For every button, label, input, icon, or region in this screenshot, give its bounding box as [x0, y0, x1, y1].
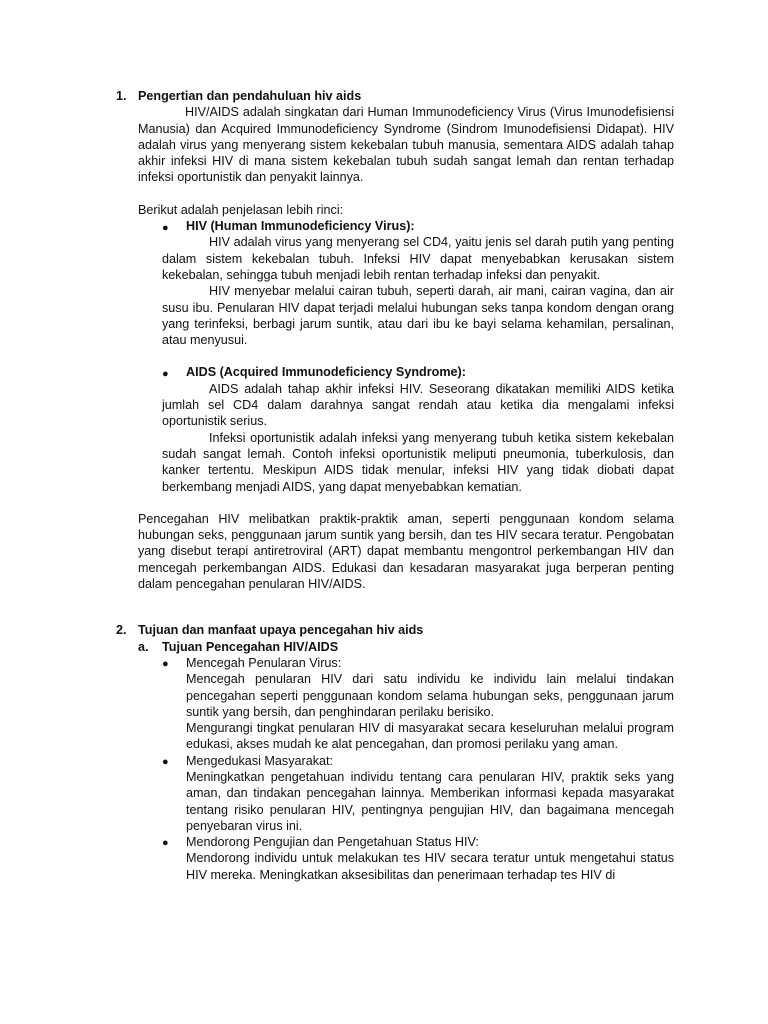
section-2-title: Tujuan dan manfaat upaya pencegahan hiv aids — [138, 623, 424, 638]
list-item — [162, 753, 674, 834]
section-1-intro: HIV/AIDS adalah singkatan dari Human Immunodeficiency Virus (Virus Imunodefisiensi Manusia) dan Acquired Immunodeficiency Syndrome (Sindrom Imunodefisiensi Didapat). HIV adalah virus yang menyerang sistem kekebalan tubuh manusia, sementara AIDS adalah tahap akhir infeksi HIV di mana sistem kekebalan tubuh sudah sangat lemah dan rentan terhadap infeksi oportunistik dan penyakit lainnya. — [138, 105, 674, 185]
section-1-number: 1. — [116, 89, 127, 103]
subsection-a-letter: a. — [138, 639, 149, 654]
bullet-dot-icon: ● — [162, 755, 169, 768]
section-2-number: 2. — [116, 623, 127, 638]
bullet-dot-icon: ● — [162, 657, 169, 670]
section-2-heading — [0, 622, 768, 638]
list-item — [162, 655, 674, 753]
bullet-aids-paragraph-2: Infeksi oportunistik adalah infeksi yang menyerang tubuh ketika sistem kekebalan sudah sangat lemah. Contoh infeksi oportunistik meliputi pneumonia, tuberkulosis, dan kanker tertentu. Meskipun AIDS tidak menular, infeksi HIV yang tidak diobati dapat berkembang menjadi AIDS, yang dapat menyebabkan kematian. — [162, 430, 674, 494]
bullet-hiv-paragraph-1: HIV adalah virus yang menyerang sel CD4, yaitu jenis sel darah putih yang penting dalam sistem kekebalan tubuh. Infeksi HIV dapat menyebabkan kerusakan sistem kekebalan, sehingga tubuh menjadi lebih rentan terhadap infeksi dan penyakit. — [162, 235, 674, 282]
bullet-dot-icon: ● — [162, 368, 169, 381]
bullet-dot-icon: ● — [162, 222, 169, 235]
subsection-a-heading — [0, 639, 768, 655]
list-item-paragraph: Meningkatkan pengetahuan individu tentang cara penularan HIV, praktik seks yang aman, dan tindakan pencegahan lainnya. Memberikan informasi kepada masyarakat tentang risiko penularan HIV, pentingnya pengujian HIV, dan bagaimana mencegah penyebaran virus ini. — [186, 769, 674, 833]
list-item-title: Mendorong Pengujian dan Pengetahuan Status HIV: — [186, 835, 479, 850]
list-item-title: Mengedukasi Masyarakat: — [186, 753, 333, 768]
bullet-dot-icon: ● — [162, 837, 169, 850]
list-item-paragraph: Mengurangi tingkat penularan HIV di masyarakat secara keseluruhan melalui program edukasi, akses mudah ke alat pencegahan, dan promosi perilaku yang aman. — [186, 721, 674, 752]
bullet-hiv-title: HIV (Human Immunodeficiency Virus): — [186, 219, 415, 234]
bullet-aids — [162, 364, 674, 494]
bullet-aids-title: AIDS (Acquired Immunodeficiency Syndrome): — [186, 365, 466, 380]
section-1-closing: Pencegahan HIV melibatkan praktik-praktik aman, seperti penggunaan kondom selama hubungan seks, penggunaan jarum suntik yang bersih, dan tes HIV secara teratur. Pengobatan yang disebut terapi antiretroviral (ART) dapat membantu mengontrol perkembangan HIV dan mencegah perkembangan AIDS. Edukasi dan kesadaran masyarakat juga berperan penting dalam pencegahan penularan HIV/AIDS. — [138, 511, 674, 592]
section-1-title: Pengertian dan pendahuluan hiv aids — [138, 89, 362, 103]
bullet-hiv — [162, 218, 674, 348]
list-item-paragraph: Mencegah penularan HIV dari satu individu ke individu lain melalui tindakan pencegahan seperti penggunaan kondom selama hubungan seks, penggunaan jarum suntik yang bersih, dan penghindaran perilaku berisiko. — [186, 672, 674, 719]
subsection-a-title: Tujuan Pencegahan HIV/AIDS — [162, 639, 339, 654]
list-item — [162, 834, 674, 883]
list-item-title: Mencegah Penularan Virus: — [186, 655, 342, 670]
bullet-hiv-paragraph-2: HIV menyebar melalui cairan tubuh, seperti darah, air mani, cairan vagina, dan air susu ibu. Penularan HIV dapat terjadi melalui hubungan seks tanpa kondom dengan orang yang terinfeksi, berbagi jarum suntik, atau dari ibu ke bayi selama kehamilan, persalinan, atau menyusui. — [162, 284, 674, 348]
section-1-heading — [0, 88, 768, 104]
section-1-lead: Berikut adalah penjelasan lebih rinci: — [138, 202, 344, 217]
list-item-paragraph: Mendorong individu untuk melakukan tes HIV secara teratur untuk mengetahui status HIV mereka. Meningkatkan aksesibilitas dan penerimaan terhadap tes HIV di — [186, 851, 674, 882]
bullet-aids-paragraph-1: AIDS adalah tahap akhir infeksi HIV. Seseorang dikatakan memiliki AIDS ketika jumlah sel CD4 dalam darahnya sangat rendah atau ketika dia mengalami infeksi oportunistik serius. — [162, 381, 674, 429]
